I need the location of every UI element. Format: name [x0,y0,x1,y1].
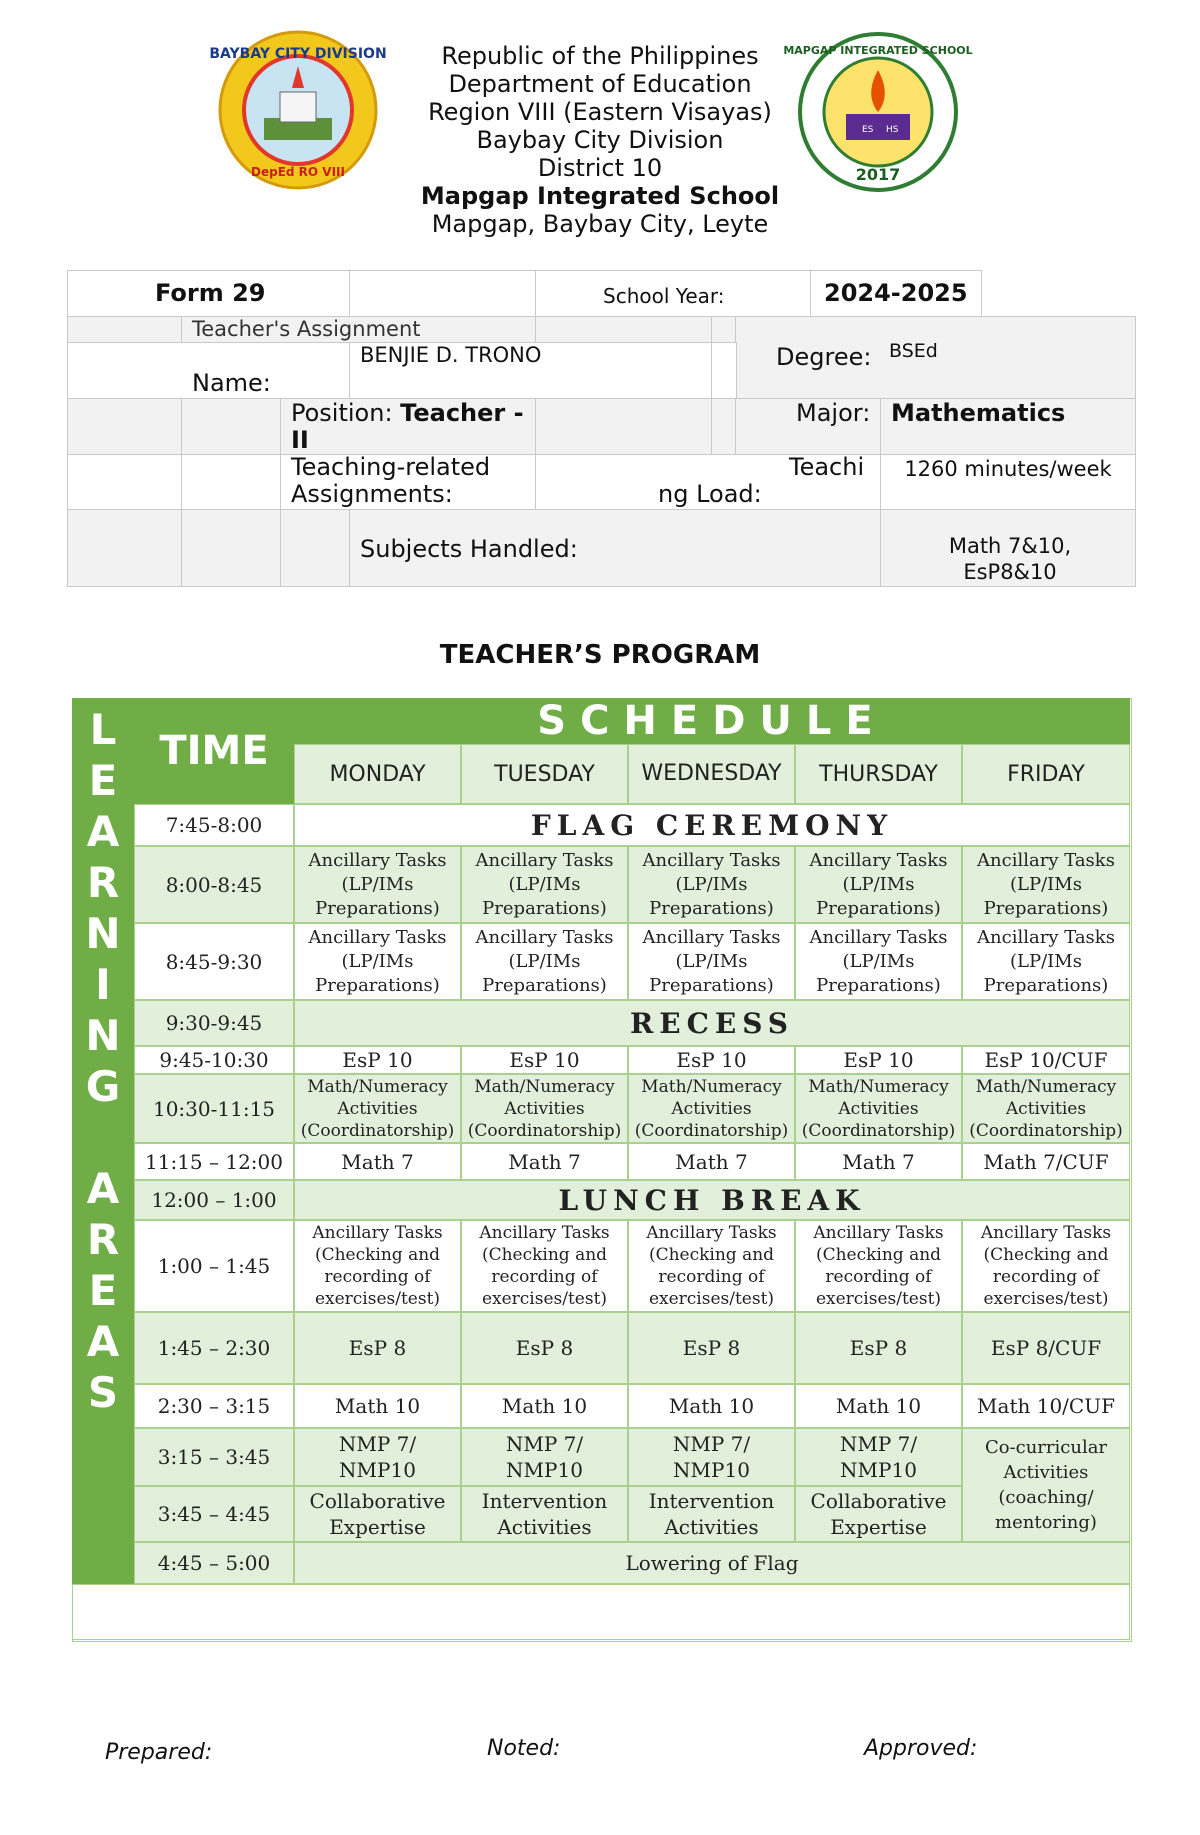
learning-areas-label [72,704,134,1418]
position-field [291,400,531,454]
right-seal-year: 2017 [855,165,901,184]
day-header-monday: MONDAY [294,744,461,804]
program-title: TEACHER’S PROGRAM [439,640,761,670]
mapgap-school-seal [783,32,973,192]
name-label: Name: [192,369,271,397]
school-name: Mapgap Integrated School [420,182,780,210]
lowering-of-flag-row: Lowering of Flag [294,1542,1130,1584]
learning-areas-letter: A [86,807,120,856]
schedule-cell: NMP 7/ NMP10 [795,1428,962,1486]
schedule-cell: Ancillary Tasks (Checking and recording of exercises/test) [461,1220,628,1312]
schedule-cell: Math 7 [461,1143,628,1180]
learning-areas-letter: S [87,1368,119,1417]
learning-areas-letter: A [86,1164,120,1213]
schedule-cell: Math 10 [795,1384,962,1428]
major-value: Mathematics [891,399,1066,427]
day-header-tuesday: TUESDAY [461,744,628,804]
learning-areas-letter: N [85,909,121,958]
form-label: Form 29 [155,279,266,307]
time-slot: 8:45-9:30 [134,923,294,1000]
time-slot: 3:15 – 3:45 [134,1428,294,1486]
time-slot: 9:30-9:45 [134,1000,294,1046]
schedule-cell: Ancillary Tasks (Checking and recording of exercises/test) [294,1220,461,1312]
degree-label: Degree: [776,343,872,371]
schedule-cell: EsP 8 [294,1312,461,1384]
learning-areas-letter: A [86,1317,120,1366]
schedule-cell: Math/Numeracy Activities (Coordinatorship) [461,1074,628,1143]
time-header: TIME [134,698,294,804]
time-slot: 8:00-8:45 [134,846,294,923]
baybay-division-seal [209,30,387,190]
day-header-friday: FRIDAY [962,744,1130,804]
schedule-cell: Ancillary Tasks (LP/IMs Preparations) [628,846,795,923]
time-slot: 11:15 – 12:00 [134,1143,294,1180]
time-slot: 7:45-8:00 [134,804,294,846]
learning-areas-letter: R [86,858,120,907]
flag-ceremony-row: FLAG CEREMONY [294,804,1130,846]
time-slot: 1:45 – 2:30 [134,1312,294,1384]
day-header-thursday: THURSDAY [795,744,962,804]
schedule-cell: EsP 10/CUF [962,1046,1130,1074]
schedule-cell: NMP 7/ NMP10 [294,1428,461,1486]
schedule-cell: Ancillary Tasks (LP/IMs Preparations) [294,923,461,1000]
teaching-load-value: 1260 minutes/week [904,457,1112,481]
letterhead-line-1: Republic of the Philippines [441,42,759,70]
time-slot: 3:45 – 4:45 [134,1486,294,1542]
school-address: Mapgap, Baybay City, Leyte [431,210,769,238]
left-seal-bottom-text: DepEd RO VIII [251,165,345,179]
schedule-cell: Math 7 [795,1143,962,1180]
schedule-cell: Math 7/CUF [962,1143,1130,1180]
teaching-related-label: Teaching-related Assignments: [291,453,491,508]
assignment-label: Teacher's Assignment [192,317,421,341]
schedule-cell: Math 10 [628,1384,795,1428]
school-year-value: 2024-2025 [824,279,968,307]
recess-row: RECESS [294,1000,1130,1046]
teaching-load-label-2: ng Load: [658,480,762,508]
schedule-cell: Ancillary Tasks (LP/IMs Preparations) [962,846,1130,923]
schedule-cell: Ancillary Tasks (LP/IMs Preparations) [461,923,628,1000]
position-value: Teacher - II [291,399,524,454]
right-seal-top-text: MAPGAP INTEGRATED SCHOOL [783,44,973,57]
time-slot: 12:00 – 1:00 [134,1180,294,1220]
schedule-cell: EsP 10 [795,1046,962,1074]
schedule-cell: Ancillary Tasks (Checking and recording of exercises/test) [628,1220,795,1312]
schedule-cell: Intervention Activities [461,1486,628,1542]
right-seal-tag-hs: HS [886,125,899,135]
learning-areas-letter: G [85,1062,121,1111]
right-seal-tag-es: ES [862,125,874,135]
schedule-cell: Math 10 [461,1384,628,1428]
learning-areas-letter: E [88,756,118,805]
letterhead-line-2: Department of Education [448,70,752,98]
schedule-cell: Math 10 [294,1384,461,1428]
schedule-cell: Math 7 [294,1143,461,1180]
letterhead-line-5: District 10 [537,154,663,182]
time-slot: 9:45-10:30 [134,1046,294,1074]
prepared-label: Prepared: [105,1740,213,1765]
school-year-label: School Year: [603,284,725,308]
schedule-cell: Intervention Activities [628,1486,795,1542]
schedule-cell: Math/Numeracy Activities (Coordinatorship) [795,1074,962,1143]
noted-label: Noted: [487,1736,561,1761]
learning-areas-letter: R [86,1215,120,1264]
learning-areas-letter: L [89,705,117,754]
schedule-cell: EsP 8/CUF [962,1312,1130,1384]
learning-areas-letter: E [88,1266,118,1315]
schedule-cell: Collaborative Expertise [294,1486,461,1542]
degree-value: BSEd [889,340,938,362]
time-slot: 4:45 – 5:00 [134,1542,294,1584]
approved-label: Approved: [864,1736,978,1761]
schedule-cell: EsP 10 [294,1046,461,1074]
lunch-break-row: LUNCH BREAK [294,1180,1130,1220]
day-header-wednesday: WEDNESDAY [628,744,795,804]
learning-areas-letter [72,1112,134,1163]
teaching-load-label-1: Teachi [789,453,865,481]
schedule-cell: Math/Numeracy Activities (Coordinatorship) [294,1074,461,1143]
schedule-cell: Ancillary Tasks (LP/IMs Preparations) [461,846,628,923]
schedule-cell: NMP 7/ NMP10 [628,1428,795,1486]
schedule-cell: Math 10/CUF [962,1384,1130,1428]
schedule-cell: Math/Numeracy Activities (Coordinatorship) [962,1074,1130,1143]
schedule-cell: Ancillary Tasks (LP/IMs Preparations) [795,846,962,923]
schedule-cell: EsP 10 [628,1046,795,1074]
position-label: Position: [291,399,401,427]
learning-areas-letter: I [95,960,111,1009]
major-label: Major: [796,399,871,427]
schedule-cell: Collaborative Expertise [795,1486,962,1542]
teacher-name: BENJIE D. TRONO [360,343,542,367]
schedule-cell: Math 7 [628,1143,795,1180]
schedule-cell: Ancillary Tasks (LP/IMs Preparations) [628,923,795,1000]
subjects-value: Math 7&10, EsP8&10 [948,534,1072,584]
schedule-cell: Ancillary Tasks (Checking and recording of exercises/test) [962,1220,1130,1312]
schedule-cell: EsP 8 [628,1312,795,1384]
schedule-cell: EsP 8 [461,1312,628,1384]
schedule-cell: EsP 8 [795,1312,962,1384]
schedule-cell: Ancillary Tasks (LP/IMs Preparations) [795,923,962,1000]
letterhead [400,42,800,238]
time-slot: 10:30-11:15 [134,1074,294,1143]
left-seal-top-text: BAYBAY CITY DIVISION [209,46,387,62]
schedule-cell: Math/Numeracy Activities (Coordinatorship) [628,1074,795,1143]
time-slot: 1:00 – 1:45 [134,1220,294,1312]
schedule-blank-row [72,1584,1130,1640]
learning-areas-letter: N [85,1011,121,1060]
schedule-cell: Ancillary Tasks (Checking and recording of exercises/test) [795,1220,962,1312]
subjects-label: Subjects Handled: [360,535,578,563]
schedule-cell: EsP 10 [461,1046,628,1074]
letterhead-line-3: Region VIII (Eastern Visayas) [428,98,772,126]
schedule-cell-friday-cocurricular: Co-curricular Activities (coaching/ mentoring) [962,1428,1130,1542]
letterhead-line-4: Baybay City Division [476,126,724,154]
schedule-cell: Ancillary Tasks (LP/IMs Preparations) [294,846,461,923]
schedule-header: SCHEDULE [294,698,1130,744]
schedule-cell: NMP 7/ NMP10 [461,1428,628,1486]
time-slot: 2:30 – 3:15 [134,1384,294,1428]
schedule-cell: Ancillary Tasks (LP/IMs Preparations) [962,923,1130,1000]
